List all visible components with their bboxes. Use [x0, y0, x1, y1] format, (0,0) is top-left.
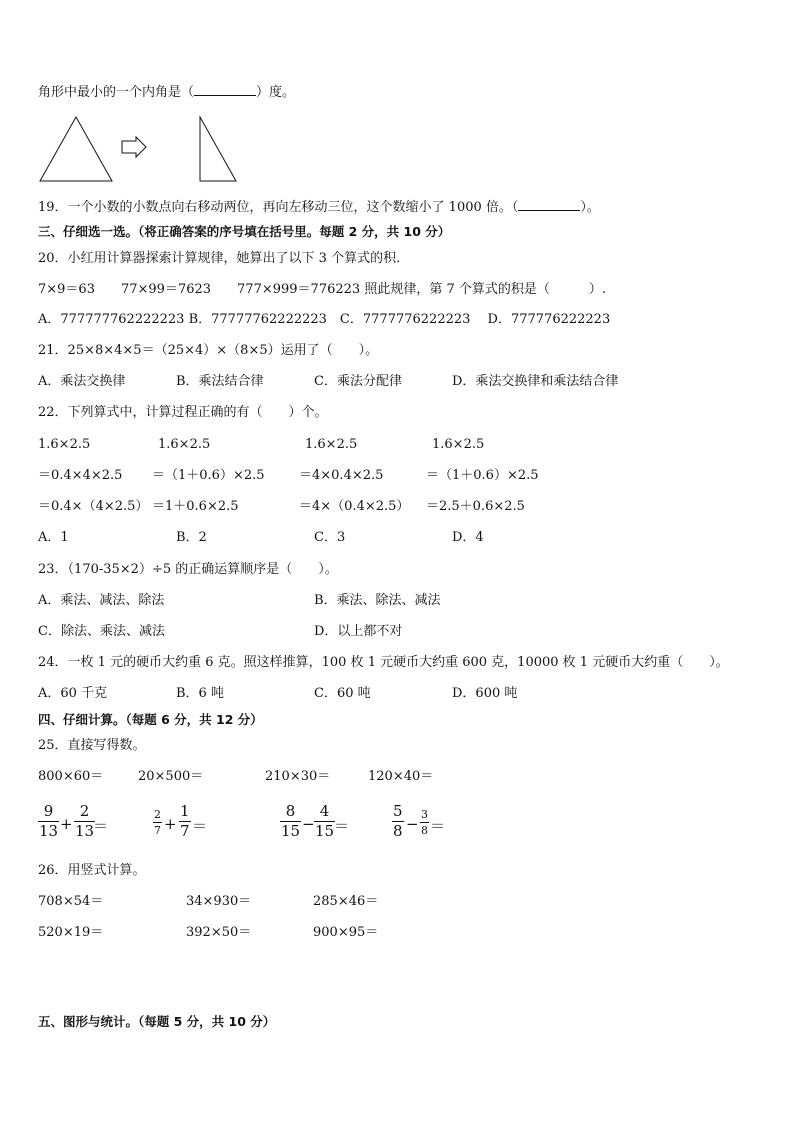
right-arrow-icon: [122, 137, 146, 157]
q19-text: 19．一个小数的小数点向右移动两位，再向左移动三位，这个数缩小了 1000 倍。（: [38, 200, 519, 215]
q23-option-b[interactable]: B．乘法、除法、减法: [314, 593, 441, 608]
q26-expr: 520×19＝: [38, 925, 104, 940]
q19-after: ）。: [580, 200, 600, 215]
section-3-heading: 三、仔细选一选。（将正确答案的序号填在括号里。每题 2 分，共 10 分）: [38, 224, 451, 239]
minus-sign: −: [302, 815, 315, 833]
fraction: 4 15: [315, 802, 335, 840]
minus-sign: −: [406, 815, 419, 833]
q22-calc: ＝（1＋0.6）×2.5: [152, 468, 265, 483]
q21-option-b[interactable]: B．乘法结合律: [176, 374, 264, 389]
q24-stem: 24．一枚 1 元的硬币大约重 6 克。照这样推算，100 枚 1 元硬币大约重 600 克，10000 枚 1 元硬币大约重（ ）。: [38, 655, 729, 670]
q21-option-c[interactable]: C．乘法分配律: [314, 374, 402, 389]
q24-option-a[interactable]: A．60 千克: [38, 686, 108, 701]
right-triangle: [200, 117, 236, 181]
q23-option-c[interactable]: C．除法、乘法、减法: [38, 624, 165, 639]
q23-stem: 23．（170-35×2）÷5 的正确运算顺序是（ ）。: [38, 562, 338, 577]
q20-patterns: 7×9＝63 77×99＝7623 777×999＝776223 照此规律，第 7 个算式的积是（ ）.: [38, 282, 606, 297]
q25-expr: 20×500＝: [138, 769, 204, 784]
q18-line: [38, 83, 295, 102]
equilateral-triangle: [40, 117, 112, 181]
q22-calc: 1.6×2.5: [305, 437, 358, 452]
q19-line: [38, 198, 600, 217]
q22-calc: 1.6×2.5: [432, 437, 485, 452]
q21-stem: 21．25×8×4×5＝（25×4）×（8×5）运用了（ ）。: [38, 343, 379, 358]
q22-stem: 22．下列算式中，计算过程正确的有（ ）个。: [38, 405, 328, 420]
q18-text: 角形中最小的一个内角是（: [38, 85, 195, 100]
equals-sign: ＝: [430, 817, 446, 835]
q18-after: ）度。: [256, 85, 296, 100]
q26-expr: 708×54＝: [38, 894, 104, 909]
q22-calc: ＝4×0.4×2.5: [299, 468, 384, 483]
q20-stem: 20．小红用计算器探索计算规律，她算出了以下 3 个算式的积．: [38, 251, 410, 266]
fraction: 8 15: [281, 802, 301, 840]
q25-expr: 800×60＝: [38, 769, 104, 784]
q24-option-c[interactable]: C．60 吨: [314, 686, 371, 701]
triangle-figure: [36, 115, 246, 185]
q22-calc: ＝0.4×（4×2.5）: [38, 499, 149, 514]
q24-option-d[interactable]: D．600 吨: [452, 686, 518, 701]
q26-expr: 900×95＝: [313, 925, 379, 940]
equals-sign: ＝: [334, 817, 350, 835]
q20-options[interactable]: A．777777762222223 B．77777762222223 C．7777776222223 D．777776222223: [38, 312, 611, 327]
fraction: 9 13: [39, 802, 59, 840]
q25-expr: 210×30＝: [265, 769, 331, 784]
fraction: 5 8: [393, 802, 403, 840]
q24-option-b[interactable]: B．6 吨: [176, 686, 224, 701]
plus-sign: +: [164, 815, 177, 833]
fraction: 2 7: [154, 808, 161, 837]
q22-calc: 1.6×2.5: [38, 437, 91, 452]
q26-expr: 34×930＝: [186, 894, 252, 909]
q23-option-d[interactable]: D．以上都不对: [314, 624, 403, 639]
q26-expr: 392×50＝: [186, 925, 252, 940]
q22-calc: ＝（1＋0.6）×2.5: [426, 468, 539, 483]
q22-calc: ＝1＋0.6×2.5: [152, 499, 239, 514]
q22-option-a[interactable]: A．1: [38, 530, 69, 545]
section-5-heading: 五、图形与统计。（每题 5 分，共 10 分）: [38, 1014, 276, 1029]
q26-expr: 285×46＝: [313, 894, 379, 909]
answer-blank[interactable]: [518, 198, 580, 211]
answer-blank[interactable]: [194, 83, 256, 96]
plus-sign: +: [60, 815, 73, 833]
q22-option-c[interactable]: C．3: [314, 530, 346, 545]
q22-calc: 1.6×2.5: [158, 437, 211, 452]
q21-option-d[interactable]: D．乘法交换律和乘法结合律: [452, 374, 619, 389]
section-4-heading: 四、仔细计算。（每题 6 分，共 12 分）: [38, 712, 263, 727]
q26-stem: 26．用竖式计算。: [38, 863, 146, 878]
equals-sign: ＝: [93, 817, 109, 835]
fraction: 1 7: [180, 802, 190, 840]
q22-calc: ＝2.5＋0.6×2.5: [426, 499, 525, 514]
q25-expr: 120×40＝: [368, 769, 434, 784]
q22-calc: ＝4×（0.4×2.5）: [299, 499, 410, 514]
q21-option-a[interactable]: A．乘法交换律: [38, 374, 126, 389]
q22-calc: ＝0.4×4×2.5: [38, 468, 123, 483]
q25-stem: 25．直接写得数。: [38, 738, 146, 753]
q23-option-a[interactable]: A．乘法、减法、除法: [38, 593, 165, 608]
q22-option-d[interactable]: D．4: [452, 530, 484, 545]
q22-option-b[interactable]: B．2: [176, 530, 207, 545]
fraction: 2 13: [75, 802, 95, 840]
fraction: 3 8: [421, 808, 428, 837]
equals-sign: ＝: [192, 817, 208, 835]
